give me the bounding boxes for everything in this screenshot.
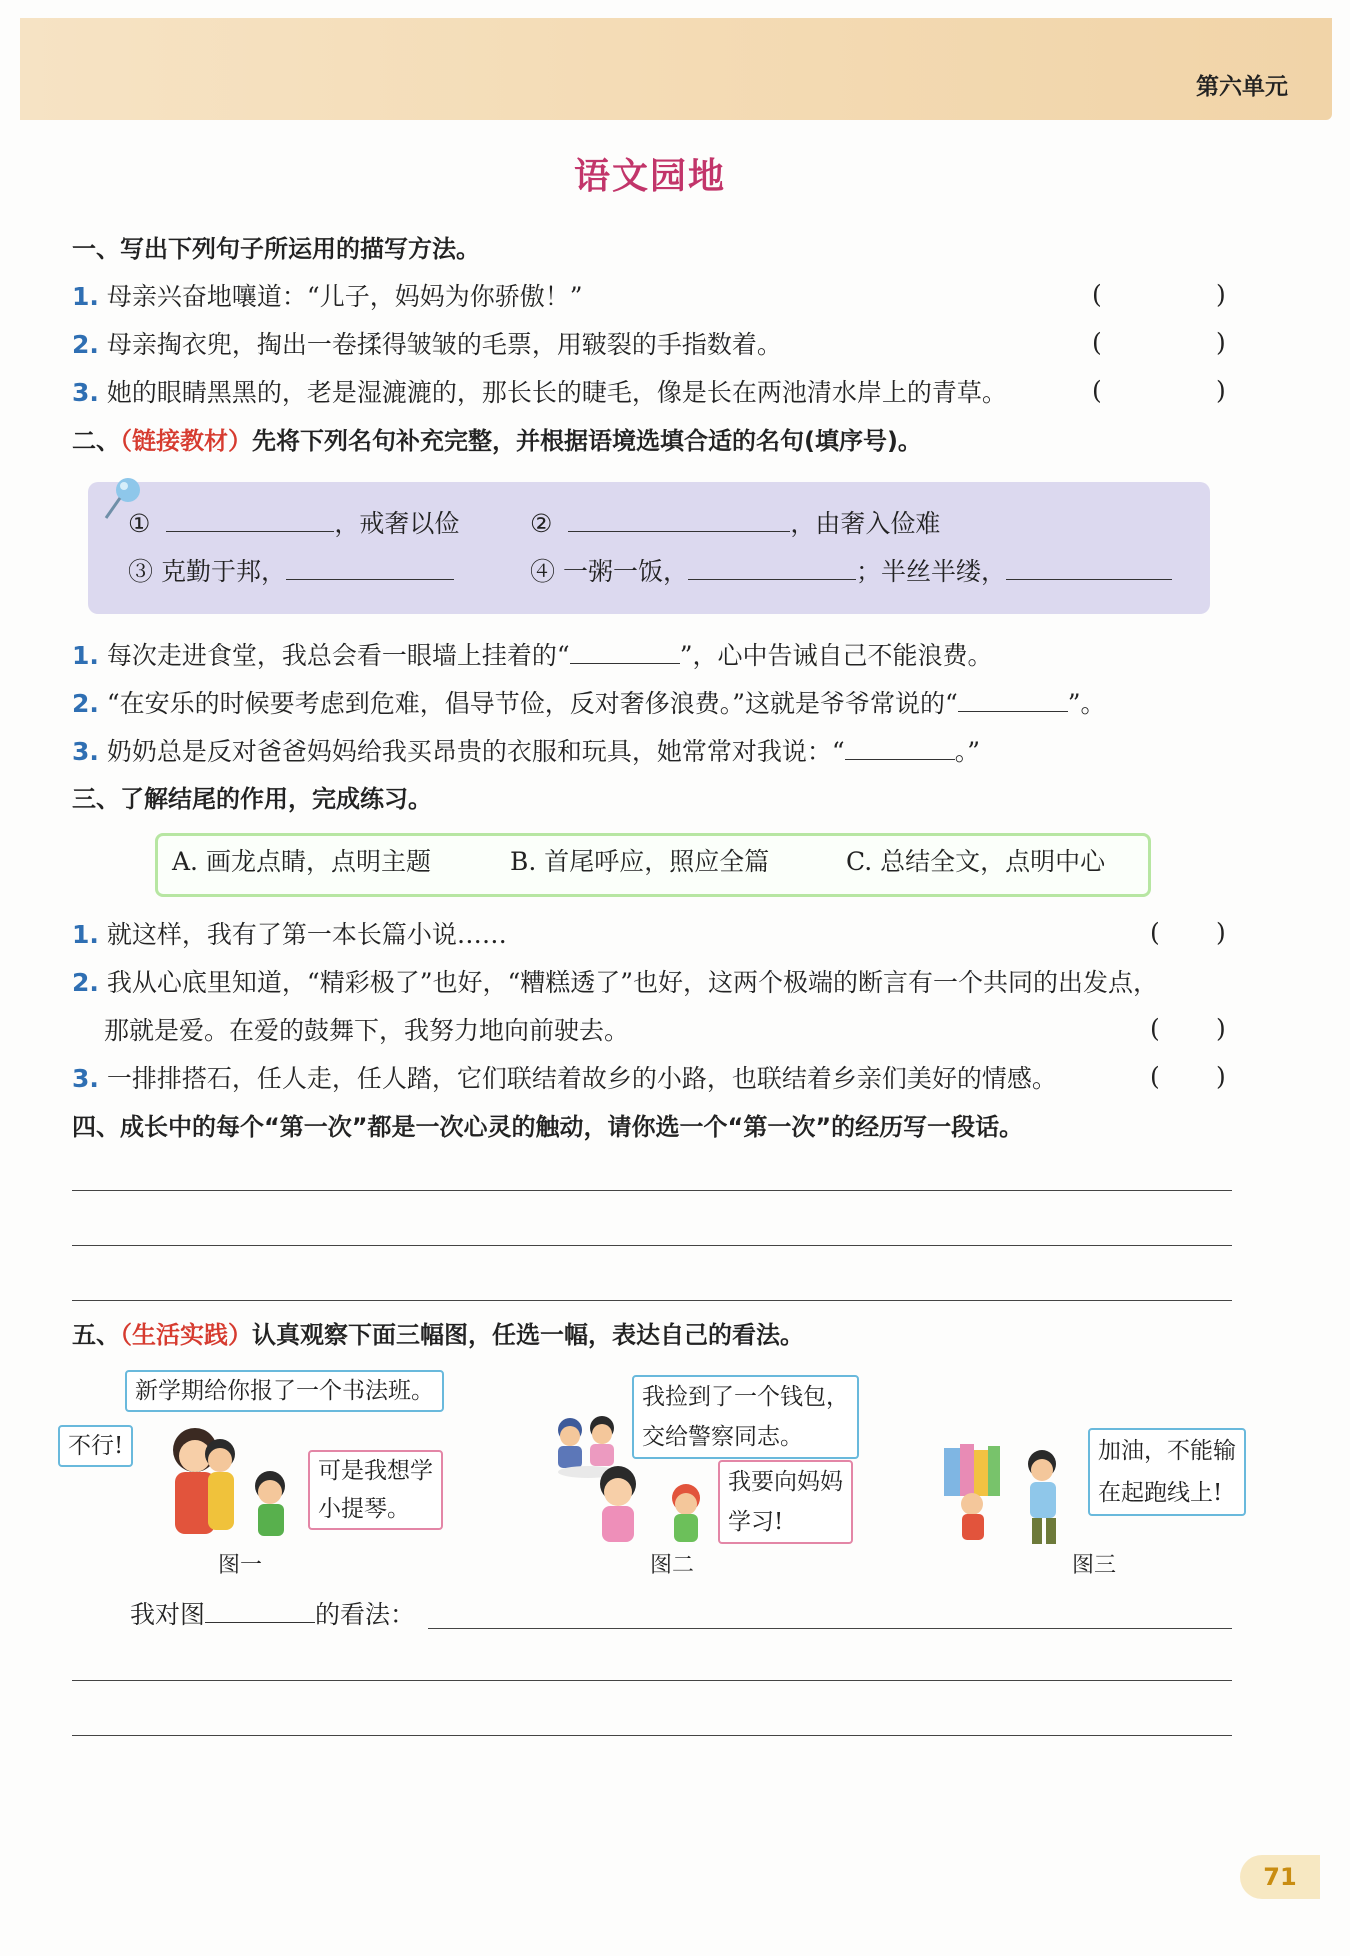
saying-blank[interactable] <box>286 553 454 580</box>
saying-blank[interactable] <box>688 553 856 580</box>
answer-close-paren: ) <box>1216 1062 1226 1091</box>
sec2-question-1 <box>72 637 1232 673</box>
item-number: 3. <box>72 1064 99 1093</box>
answer-close-paren: ) <box>1216 918 1226 947</box>
writing-line[interactable] <box>428 1628 1232 1629</box>
bubble-line: 可是我想学 <box>318 1458 433 1484</box>
saying-number: ① <box>128 509 151 538</box>
saying-number: ② <box>530 509 553 538</box>
figure-3-caption: 图三 <box>1072 1553 1117 1578</box>
bubble-line: 在起跑线上! <box>1098 1480 1223 1506</box>
sec3-question-3 <box>72 1062 1232 1096</box>
section-prefix: 二、 <box>72 427 120 455</box>
writing-line[interactable] <box>72 1300 1232 1301</box>
sec2-question-2 <box>72 685 1232 721</box>
option-b: B. 首尾呼应，照应全篇 <box>510 847 770 876</box>
item-number: 1. <box>72 641 99 670</box>
speech-bubble-man <box>1088 1428 1246 1516</box>
sec1-item-1 <box>72 280 1232 314</box>
saying-text: 一粥一饭， <box>562 557 688 586</box>
question-text: 。” <box>954 737 980 766</box>
saying-row-2 <box>530 505 1350 541</box>
answer-open-paren: ( <box>1092 280 1102 309</box>
option-c: C. 总结全文，点明中心 <box>846 847 1106 876</box>
figure-2-caption: 图二 <box>650 1553 695 1578</box>
question-text: “在安乐的时候要考虑到危难，倡导节俭，反对奢侈浪费。”这就是爷爷常说的“ <box>106 689 958 718</box>
writing-line[interactable] <box>72 1735 1232 1736</box>
saying-blank[interactable] <box>166 505 334 532</box>
figure-3-illustration <box>938 1442 1088 1548</box>
section-heading-text: 认真观察下面三幅图，任选一幅，表达自己的看法。 <box>252 1321 804 1349</box>
header-band <box>20 18 1332 120</box>
item-text: 母亲掏衣兜，掏出一卷揉得皱皱的毛票，用皲裂的手指数着。 <box>106 330 782 359</box>
speech-bubble-father: 不行! <box>58 1425 133 1467</box>
sec3-question-2-cont: 那就是爱。在爱的鼓舞下，我努力地向前驶去。 <box>104 1016 630 1045</box>
sec1-item-2 <box>72 328 1232 362</box>
figure-number-blank[interactable] <box>205 1596 315 1623</box>
section-1-heading: 一、写出下列句子所运用的描写方法。 <box>72 235 480 263</box>
question-text: 就这样，我有了第一本长篇小说…… <box>106 920 507 949</box>
sec2-question-3 <box>72 733 1232 769</box>
question-text: 每次走进食堂，我总会看一眼墙上挂着的“ <box>106 641 570 670</box>
section-prefix: 五、 <box>72 1321 120 1349</box>
item-number: 2. <box>72 968 99 997</box>
question-text: 我从心底里知道，“精彩极了”也好，“糟糕透了”也好，这两个极端的断言有一个共同的出发点， <box>106 968 1159 997</box>
answer-close-paren: ) <box>1216 376 1226 405</box>
sec3-question-1 <box>72 918 1232 952</box>
sayings-box <box>88 482 1210 614</box>
question-text: ”。 <box>1067 689 1106 718</box>
bubble-line: 加油，不能输 <box>1098 1438 1236 1464</box>
figure-1-illustration <box>140 1420 310 1540</box>
saying-number: ③ <box>128 557 154 586</box>
item-number: 2. <box>72 689 99 718</box>
question-text: 奶奶总是反对爸爸妈妈给我买昂贵的衣服和玩具，她常常对我说：“ <box>106 737 845 766</box>
section-tag: （生活实践） <box>120 1321 252 1349</box>
section-heading-text: 先将下列名句补充完整，并根据语境选填合适的名句(填序号)。 <box>252 427 922 455</box>
bubble-line: 交给警察同志。 <box>642 1424 803 1450</box>
answer-close-paren: ) <box>1216 280 1226 309</box>
unit-label: 第六单元 <box>1196 74 1288 100</box>
writing-line[interactable] <box>72 1680 1232 1681</box>
speech-bubble-mother: 新学期给你报了一个书法班。 <box>125 1370 444 1412</box>
page-title: 语文园地 <box>573 156 726 197</box>
section-3-heading: 三、了解结尾的作用，完成练习。 <box>72 785 432 813</box>
item-text: 她的眼睛黑黑的，老是湿漉漉的，那长长的睫毛，像是长在两池清水岸上的青草。 <box>106 378 1007 407</box>
answer-close-paren: ) <box>1216 1014 1226 1043</box>
writing-line[interactable] <box>72 1190 1232 1191</box>
bubble-line: 我要向妈妈 <box>728 1469 843 1495</box>
speech-bubble-child <box>308 1450 443 1530</box>
answer-prompt-text: 我对图 <box>130 1600 206 1629</box>
saying-number: ④ <box>530 557 556 586</box>
bubble-line: 学习! <box>728 1509 784 1535</box>
saying-blank[interactable] <box>1006 553 1172 580</box>
item-number: 3. <box>72 378 99 407</box>
answer-prompt-text: 的看法： <box>315 1600 416 1629</box>
sec1-item-3 <box>72 376 1232 410</box>
saying-text: ，戒奢以俭 <box>334 509 460 538</box>
answer-open-paren: ( <box>1092 328 1102 357</box>
writing-line[interactable] <box>72 1245 1232 1246</box>
page-number: 71 <box>1240 1855 1320 1899</box>
option-a: A. 画龙点睛，点明主题 <box>172 847 431 876</box>
section-tag: （链接教材） <box>120 427 252 455</box>
figure-2-illustration <box>548 1408 728 1546</box>
section-2-heading <box>72 424 1232 458</box>
bubble-line: 我捡到了一个钱包， <box>642 1384 849 1410</box>
answer-open-paren: ( <box>1150 918 1160 947</box>
answer-blank[interactable] <box>845 733 955 760</box>
speech-bubble-boy <box>718 1460 853 1544</box>
answer-close-paren: ) <box>1216 328 1226 357</box>
item-number: 1. <box>72 282 99 311</box>
section-4-heading: 四、成长中的每个“第一次”都是一次心灵的触动，请你选一个“第一次”的经历写一段话。 <box>72 1113 1024 1141</box>
answer-blank[interactable] <box>958 685 1068 712</box>
bubble-line: 小提琴。 <box>318 1496 410 1522</box>
answer-blank[interactable] <box>570 637 680 664</box>
saying-row-4 <box>530 553 1350 589</box>
question-text: ”，心中告诫自己不能浪费。 <box>679 641 993 670</box>
item-number: 1. <box>72 920 99 949</box>
item-text: 母亲兴奋地嚷道：“儿子，妈妈为你骄傲！” <box>106 282 583 311</box>
saying-text: ，由奢入俭难 <box>790 509 941 538</box>
item-number: 3. <box>72 737 99 766</box>
item-number: 2. <box>72 330 99 359</box>
answer-open-paren: ( <box>1092 376 1102 405</box>
saying-text: 克勤于邦， <box>160 557 286 586</box>
saying-text: ；半丝半缕， <box>855 557 1006 586</box>
answer-open-paren: ( <box>1150 1062 1160 1091</box>
answer-open-paren: ( <box>1150 1014 1160 1043</box>
figure-1-caption: 图一 <box>218 1553 263 1578</box>
sec3-question-2 <box>72 966 1232 1000</box>
section-5-heading <box>72 1318 1232 1352</box>
answer-prompt <box>130 1596 1290 1632</box>
question-text: 一排排搭石，任人走，任人踏，它们联结着故乡的小路，也联结着乡亲们美好的情感。 <box>106 1064 1057 1093</box>
saying-blank[interactable] <box>568 505 790 532</box>
